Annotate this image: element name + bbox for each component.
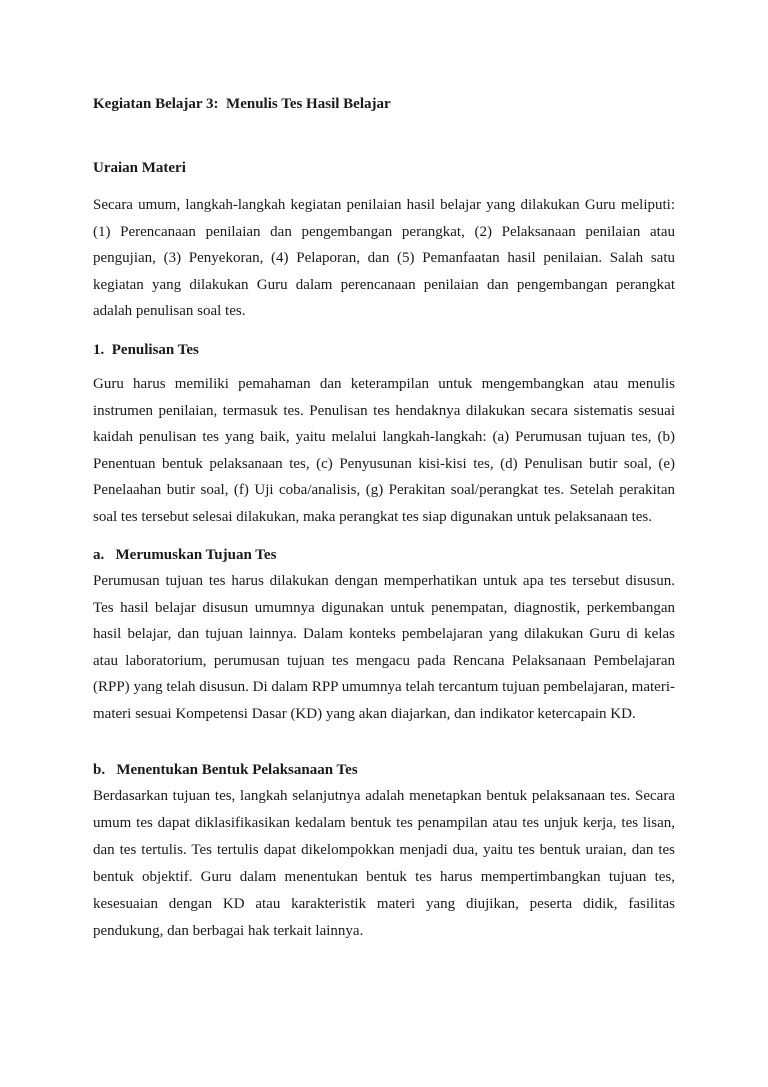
section-1-title: Penulisan Tes: [111, 342, 199, 358]
section-1-heading: [93, 342, 199, 359]
subsection-b-heading: [93, 762, 358, 779]
subsection-a-title: Merumuskan Tujuan Tes: [115, 547, 277, 563]
subsection-a-heading: [93, 547, 276, 564]
document-title: Kegiatan Belajar 3: Menulis Tes Hasil Belajar: [93, 96, 391, 112]
section-1-number: 1.: [93, 342, 105, 358]
section-subheading: Uraian Materi: [93, 160, 186, 176]
subsection-b-title: Menentukan Bentuk Pelaksanaan Tes: [116, 762, 358, 778]
subsection-a-paragraph: Perumusan tujuan tes harus dilakukan dengan memperhatikan untuk apa tes tersebut disusun. Tes hasil belajar disusun umumnya digunakan untuk penempatan, diagnostik, perkembangan hasil belajar, dan tujuan lainnya. Dalam konteks pembelajaran yang dilakukan Guru di kelas atau laboratorium, perumusan tujuan tes mengacu pada Rencana Pelaksanaan Pembelajaran (RPP) yang telah disusun. Di dalam RPP umumnya telah tercantum tujuan pembelajaran, materi-materi sesuai Kompetensi Dasar (KD) yang akan diajarkan, dan indikator ketercapain KD.: [93, 573, 675, 722]
intro-paragraph: Secara umum, langkah-langkah kegiatan penilaian hasil belajar yang dilakukan Guru meliputi: (1) Perencanaan penilaian dan pengembangan perangkat, (2) Pelaksanaan penilaian atau pengujian, (3) Penyekoran, (4) Pelaporan, dan (5) Pemanfaatan hasil penilaian. Salah satu kegiatan yang dilakukan Guru dalam perencanaan penilaian dan pengembangan perangkat adalah penulisan soal tes.: [93, 197, 675, 320]
subsection-b-paragraph: Berdasarkan tujuan tes, langkah selanjutnya adalah menetapkan bentuk pelaksanaan tes. Secara umum tes dapat diklasifikasikan kedalam bentuk tes penampilan atau tes unjuk kerja, tes lisan, dan tes tertulis. Tes tertulis dapat dikelompokkan menjadi dua, yaitu tes bentuk uraian, dan tes bentuk objektif. Guru dalam menentukan bentuk tes harus mempertimbangkan tujuan tes, kesesuaian dengan KD atau karakteristik materi yang diujikan, peserta didik, fasilitas pendukung, dan berbagai hak terkait lainnya.: [93, 788, 675, 939]
subsection-b-label: b.: [93, 762, 106, 778]
section-1-paragraph: Guru harus memiliki pemahaman dan keterampilan untuk mengembangkan atau menulis instrumen penilaian, termasuk tes. Penulisan tes hendaknya dilakukan secara sistematis sesuai kaidah penulisan tes yang baik, yaitu melalui langkah-langkah: (a) Perumusan tujuan tes, (b) Penentuan bentuk pelaksanaan tes, (c) Penyusunan kisi-kisi tes, (d) Penulisan butir soal, (e) Penelaahan butir soal, (f) Uji coba/analisis, (g) Perakitan soal/perangkat tes. Setelah perakitan soal tes tersebut selesai dilakukan, maka perangkat tes siap digunakan untuk pelaksanaan tes.: [93, 376, 675, 525]
subsection-a-label: a.: [93, 547, 105, 563]
